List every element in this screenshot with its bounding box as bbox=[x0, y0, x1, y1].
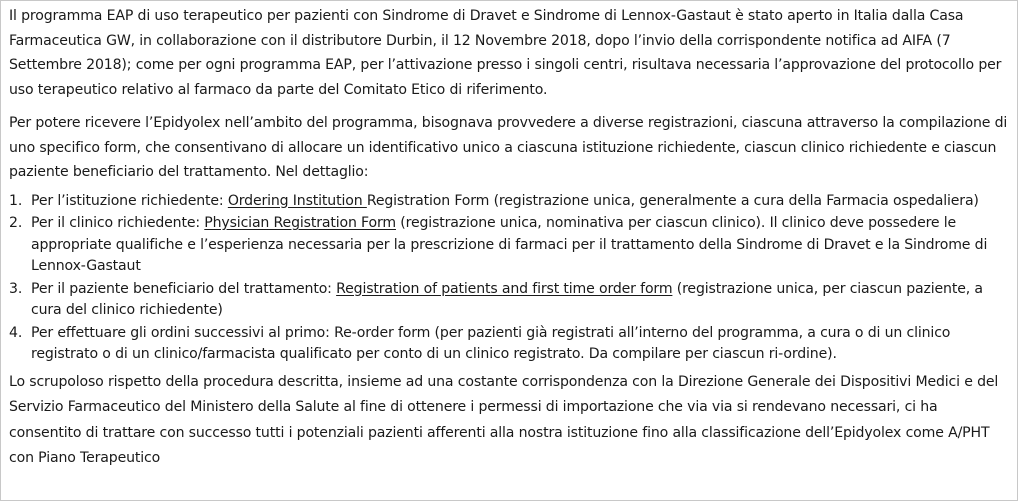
list-item-text: (registrazione unica, nominativa per ciascun clinico). Il clinico deve possedere le appropriate qualifiche e l’esperienza necessaria per la prescrizione di farmaci per il trattamento della Sindrome di Dravet e la Sindrome di Lennox-Gastaut bbox=[31, 215, 988, 274]
patient-registration-link[interactable]: Registration of patients and first time order form bbox=[336, 280, 673, 297]
list-item-text: Per effettuare gli ordini successivi al primo: Re-order form (per pazienti già registrati all’interno del programma, a cura o di un clinico registrato o di un clinico/farmacista qualificato per conto di un clinico registrato. Da compilare per ciascun ri-ordine). bbox=[31, 324, 951, 362]
list-item-text: Per il paziente beneficiario del trattamento: bbox=[31, 280, 337, 297]
list-item bbox=[9, 191, 1013, 213]
list-item-text: (registrazione unica, per ciascun paziente, a cura del clinico richiedente) bbox=[31, 280, 983, 318]
list-item-number: 4. bbox=[9, 324, 23, 341]
physician-registration-link[interactable]: Physician Registration Form bbox=[204, 215, 396, 231]
registration-steps-list bbox=[9, 191, 1013, 366]
list-item bbox=[9, 213, 1013, 278]
list-item-text: Per l’istituzione richiedente: bbox=[31, 192, 228, 209]
list-item bbox=[9, 279, 1013, 322]
document-body bbox=[9, 4, 1013, 472]
list-item-number: 2. bbox=[9, 215, 23, 231]
list-item-text: Per il clinico richiedente: bbox=[31, 215, 205, 231]
intro-paragraph: Il programma EAP di uso terapeutico per pazienti con Sindrome di Dravet e Sindrome di Lennox-Gastaut è stato aperto in Italia dalla Casa Farmaceutica GW, in collaborazione con il distributore Durbin, il 12 Novembre 2018, dopo l’invio della corrispondente notifica ad AIFA (7 Settembre 2018); come per ogni programma EAP, per l’attivazione presso i singoli centri, risultava necessaria l’approvazione del protocollo per uso terapeutico relativo al farmaco da parte del Comitato Etico di riferimento. bbox=[9, 8, 1002, 98]
list-item-text: Registration Form (registrazione unica, generalmente a cura della Farmacia ospedaliera) bbox=[366, 192, 979, 209]
conclusion-paragraph: Lo scrupoloso rispetto della procedura descritta, insieme ad una costante corrispondenza con la Direzione Generale dei Dispositivi Medici e del Servizio Farmaceutico del Ministero della Salute al fine di ottenere i permessi di importazione che via via si rendevano necessari, ci ha consentito di trattare con successo tutti i potenziali pazienti afferenti alla nostra istituzione fino alla classificazione dell’Epidyolex come A/PHT con Piano Terapeutico bbox=[9, 373, 999, 466]
list-item-number: 1. bbox=[9, 192, 23, 209]
ordering-institution-link[interactable]: Ordering Institution bbox=[227, 192, 367, 209]
list-item-number: 3. bbox=[9, 280, 23, 297]
registration-paragraph: Per potere ricevere l’Epidyolex nell’ambito del programma, bisognava provvedere a diverse registrazioni, ciascuna attraverso la compilazione di uno specifico form, che consentivano di allocare un identificativo unico a ciascuna istituzione richiedente, ciascun clinico richiedente e ciascun paziente beneficiario del trattamento. Nel dettaglio: bbox=[9, 115, 1008, 180]
list-item bbox=[9, 323, 1013, 366]
